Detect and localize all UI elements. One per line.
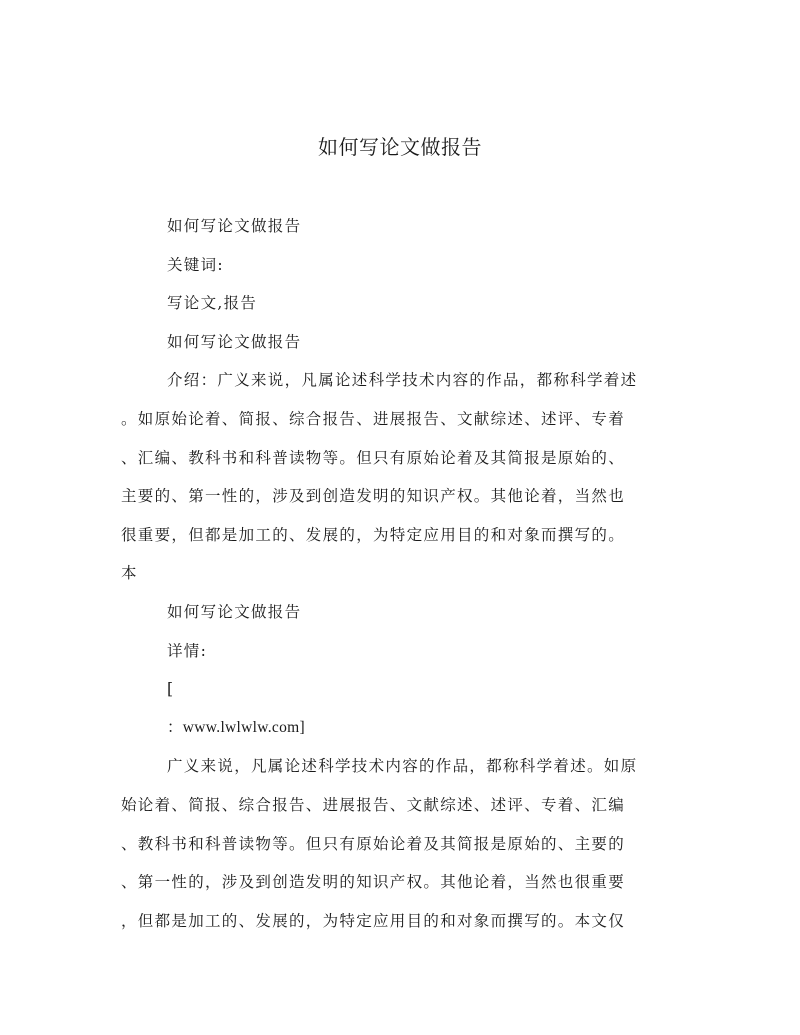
intro-line: 介绍：广义来说，凡属论述科学技术内容的作品，都称科学着述	[167, 371, 638, 390]
page-title: 如何写论文做报告	[318, 135, 482, 159]
details-label: 详情:	[167, 641, 208, 660]
intro-paragraph	[121, 361, 681, 593]
main-line: ，但都是加工的、发展的，为特定应用目的和对象而撰写的。本文仅	[121, 911, 626, 930]
keywords-value: 写论文,报告	[167, 294, 258, 313]
main-line: 、第一性的，涉及到创造发明的知识产权。其他论着，当然也很重要	[121, 873, 626, 892]
intro-line: 主要的、第一性的，涉及到创造发明的知识产权。其他论着，当然也	[121, 487, 626, 506]
bracket-open: [	[167, 680, 175, 699]
main-line: 始论着、简报、综合报告、进展报告、文献综述、述评、专着、汇编	[121, 795, 626, 814]
main-line: 、教科书和科普读物等。但只有原始论着及其简报是原始的、主要的	[121, 834, 626, 853]
main-line: 广义来说，凡属论述科学技术内容的作品，都称科学着述。如原	[167, 757, 638, 776]
intro-line: 本	[121, 564, 138, 583]
main-paragraph	[121, 747, 681, 940]
intro-line: 。如原始论着、简报、综合报告、进展报告、文献综述、述评、专着	[121, 409, 626, 428]
heading-repeat: 如何写论文做报告	[167, 217, 302, 235]
intro-line: 、汇编、教科书和科普读物等。但只有原始论着及其简报是原始的、	[121, 448, 626, 467]
document-body	[121, 207, 681, 940]
keywords-label: 关键词:	[167, 255, 224, 274]
heading-repeat-2: 如何写论文做报告	[167, 332, 302, 351]
source-url: ：www.lwlwlw.com]	[167, 718, 305, 736]
heading-repeat-3: 如何写论文做报告	[167, 602, 302, 621]
intro-line: 很重要，但都是加工的、发展的，为特定应用目的和对象而撰写的。	[121, 525, 626, 544]
